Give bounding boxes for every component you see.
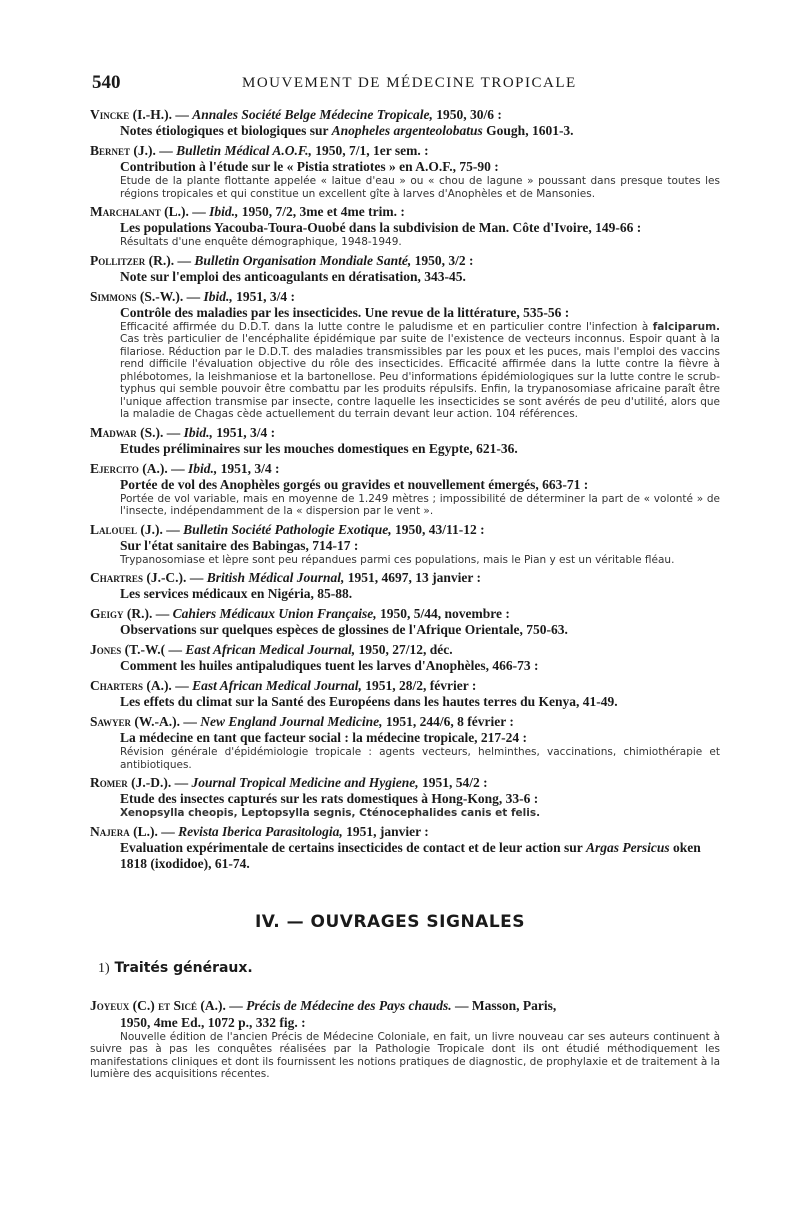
reference-details: 1951, janvier :: [346, 823, 429, 839]
bibliography-entry: [90, 203, 720, 249]
entry-title: Les populations Yacouba-Toura-Ouobé dans la subdivision de Man. Côte d'Ivoire, 149-66 :: [120, 220, 642, 235]
bibliography-entry: [90, 823, 720, 872]
reference-line: Lalouel (J.). — Bulletin Société Pathologie Exotique, 1950, 43/11-12 :: [90, 521, 485, 537]
book-entry: [90, 997, 720, 1081]
entry-abstract: Portée de vol variable, mais en moyenne de 1.249 mètres ; impossibilité de déterminer la part de « volonté » de l'insecte, indépendamment de la « dispersion par le vent ».: [120, 492, 720, 517]
entry-abstract: Etude de la plante flottante appelée « laitue d'eau » ou « chou de lagune » poussant dans presque toutes les régions tropicales et qui constitue un excellent gîte à larves d'Anophèles et de Mansonies.: [120, 175, 720, 200]
reference-details: 1951, 4697, 13 janvier :: [347, 570, 481, 585]
entry-title: Note sur l'emploi des anticoagulants en dératisation, 343-45.: [120, 268, 466, 284]
reference-details: 1951, 3/4 :: [216, 424, 276, 440]
reference-line: Najera (L.). — Revista Iberica Parasitologia, 1951, janvier :: [90, 823, 429, 839]
bibliography-entry: [90, 605, 720, 638]
bibliography-entry: [90, 569, 720, 602]
journal: Ibid.,: [203, 288, 233, 304]
reference-line: Romer (J.-D.). — Journal Tropical Medicine and Hygiene, 1951, 54/2 :: [90, 775, 488, 790]
bibliography-entry: [90, 641, 720, 674]
page-header: [92, 72, 702, 96]
reference-line: Joyeux (C.) et Sicé (A.). — Précis de Médecine des Pays chauds. — Masson, Paris,: [90, 997, 557, 1013]
entry-title: Etude des insectes capturés sur les rats domestiques à Hong-Kong, 33-6 :: [120, 791, 539, 806]
journal: Bulletin Organisation Mondiale Santé,: [194, 252, 412, 268]
bibliography-entry: [90, 774, 720, 820]
entry-title: Contribution à l'étude sur le « Pistia stratiotes » en A.O.F., 75-90 :: [120, 159, 499, 174]
author: Jones (T.-W.(: [90, 642, 166, 657]
bibliography-entry: [90, 288, 720, 421]
journal: Cahiers Médicaux Union Française,: [172, 606, 377, 621]
reference-line: Madwar (S.). — Ibid., 1951, 3/4 :: [90, 424, 276, 440]
abstract-part: Cas très particulier de l'encéphalite épidémique par suite de l'existence de vecteurs inconnus. Espoir quant à la filariose. Réduction par le D.D.T. des maladies transmissibles par les poux et les puces, mais l'emploi des vaccins rend difficile l'évaluation objective du rôle des insecticides. Efficacité affirmée dans la lutte contre la fièvre à phlébotomes, la leishmaniose et la bartonellose. Peu d'informations épidémiologiques sur la lutte contre le scrub-typhus qui semble pouvoir être combattu par les produits répulsifs. Enfin, la trypanosomiase africaine paraît être l'unique affection transmise par insecte, contre laquelle les insecticides se sont avérés de peu d'utilité, alors que la maladie de Chagas cède actuellement du terrain devant leur action. 104 références.: [120, 333, 720, 420]
entry-title: Etudes préliminaires sur les mouches domestiques en Egypte, 621-36.: [120, 440, 518, 456]
entry-title: Observations sur quelques espèces de glossines de l'Afrique Orientale, 750-63.: [120, 622, 568, 637]
reference-details: 1950, 27/12, déc.: [358, 642, 453, 657]
content: [90, 106, 720, 1084]
reference-line: Simmons (S.-W.). — Ibid., 1951, 3/4 :: [90, 288, 296, 304]
entry-title: Contrôle des maladies par les insecticides. Une revue de la littérature, 535-56 :: [120, 304, 570, 320]
section-heading: IV. — OUVRAGES SIGNALES: [254, 911, 526, 932]
entry-title: Sur l'état sanitaire des Babingas, 714-17 :: [120, 537, 359, 553]
book-details: 1950, 4me Ed., 1072 p., 332 fig. :: [120, 1014, 306, 1030]
journal: East African Medical Journal,: [192, 678, 362, 693]
title-part: Evaluation expérimentale de certains insecticides de contact et de leur action sur: [120, 839, 586, 855]
abstract-part: Efficacité affirmée du D.D.T. dans la lutte contre le paludisme et en particulier contre l'infection à: [120, 320, 653, 333]
bibliography-entry: [90, 142, 720, 200]
reference-details: 1951, 3/4 :: [236, 288, 296, 304]
reference-details: 1950, 7/1, 1er sem. :: [315, 143, 429, 158]
reference-line: Charters (A.). — East African Medical Journal, 1951, 28/2, février :: [90, 678, 477, 693]
entry-abstract: [90, 321, 720, 421]
journal: Annales Société Belge Médecine Tropicale,: [192, 107, 433, 122]
subsection-title: Traités généraux.: [114, 959, 253, 976]
entry-abstract: Trypanosomiase et lèpre sont peu répandues parmi ces populations, mais le Pian y est un véritable fléau.: [120, 553, 675, 566]
abstract-emphasis: falciparum.: [652, 320, 720, 333]
reference-details: 1950, 7/2, 3me et 4me trim. :: [241, 204, 405, 219]
journal: Journal Tropical Medicine and Hygiene,: [191, 775, 419, 790]
reference-line: Vincke (I.-H.). — Annales Société Belge Médecine Tropicale, 1950, 30/6 :: [90, 107, 502, 122]
reference-details: 1951, 3/4 :: [220, 460, 280, 476]
reference-details: 1951, 28/2, février :: [365, 678, 477, 693]
entry-title: Comment les huiles antipaludiques tuent les larves d'Anophèles, 466-73 :: [120, 658, 539, 673]
bibliography-entry: [90, 677, 720, 710]
title-part: oken 1818 (ixodidoe), 61-74.: [120, 839, 701, 871]
entry-abstract: Résultats d'une enquête démographique, 1948-1949.: [120, 236, 402, 248]
subsection-heading: [98, 960, 720, 977]
bibliography-entry: [90, 424, 720, 457]
book-abstract: Nouvelle édition de l'ancien Précis de Médecine Coloniale, en fait, un livre nouveau car ses auteurs continuent à suivre pas à pas les conquêtes réalisées par la Pathologie Tropicale dont ils ont étudié méthodiquement les manifestations cliniques et dont ils fournissent les notions pratiques de diagnostic, de prophylaxie et de traitement à la lumière des acquisitions récentes.: [90, 1030, 720, 1080]
species-name: Anopheles argenteolobatus: [331, 123, 483, 138]
bibliography-entry: [90, 713, 720, 771]
author: Marchalant (L.).: [90, 204, 189, 219]
reference-line: Sawyer (W.-A.). — New England Journal Medicine, 1951, 244/6, 8 février :: [90, 714, 514, 729]
subsection-number: 1): [98, 960, 110, 976]
bibliography-entry: [90, 521, 720, 567]
reference-line: Jones (T.-W.( — East African Medical Journal, 1950, 27/12, déc.: [90, 642, 453, 657]
author: Madwar (S.).: [90, 424, 164, 440]
journal: Ibid.,: [183, 424, 213, 440]
book-title: Précis de Médecine des Pays chauds.: [246, 997, 452, 1013]
entry-title: Portée de vol des Anophèles gorgés ou gravides et nouvellement émergés, 663-71 :: [120, 476, 589, 492]
bibliography-entry: [90, 460, 720, 518]
entry-title: Les effets du climat sur la Santé des Européens dans les hautes terres du Kenya, 41-49.: [120, 694, 618, 709]
reference-details: 1951, 54/2 :: [421, 775, 488, 790]
author: Chartres (J.-C.).: [90, 570, 187, 585]
bibliography-entry: [90, 106, 720, 139]
reference-details: 1951, 244/6, 8 février :: [385, 714, 514, 729]
author: Najera (L.).: [90, 823, 158, 839]
entry-title: La médecine en tant que facteur social : la médecine tropicale, 217-24 :: [120, 730, 528, 745]
publisher: — Masson, Paris,: [454, 997, 557, 1013]
author: Pollitzer (R.).: [90, 252, 175, 268]
reference-details: 1950, 30/6 :: [436, 107, 502, 122]
title-part: Gough, 1601-3.: [482, 123, 574, 138]
page-number: 540: [92, 72, 121, 93]
entry-abstract: Xenopsylla cheopis, Leptopsylla segnis, Cténocephalides canis et felis.: [120, 807, 541, 819]
running-head: MOUVEMENT DE MÉDECINE TROPICALE: [242, 75, 577, 91]
reference-line: Chartres (J.-C.). — British Médical Journal, 1951, 4697, 13 janvier :: [90, 570, 481, 585]
author: Bernet (J.).: [90, 143, 156, 158]
author: Joyeux (C.) et Sicé (A.).: [90, 997, 226, 1013]
author: Charters (A.).: [90, 678, 172, 693]
journal: British Médical Journal,: [206, 570, 345, 585]
species-name: Argas Persicus: [585, 839, 670, 855]
journal: Ibid.,: [209, 204, 239, 219]
author: Sawyer (W.-A.).: [90, 714, 181, 729]
author: Simmons (S.-W.).: [90, 288, 184, 304]
author: Romer (J.-D.).: [90, 775, 172, 790]
journal: Revista Iberica Parasitologia,: [178, 823, 343, 839]
reference-line: Marchalant (L.). — Ibid., 1950, 7/2, 3me et 4me trim. :: [90, 204, 405, 219]
author: Geigy (R.).: [90, 606, 153, 621]
reference-line: Geigy (R.). — Cahiers Médicaux Union Française, 1950, 5/44, novembre :: [90, 606, 510, 621]
entry-title: [90, 123, 720, 139]
journal: New England Journal Medicine,: [200, 714, 383, 729]
title-part: Notes étiologiques et biologiques sur: [120, 123, 332, 138]
entry-title: Les services médicaux en Nigéria, 85-88.: [120, 586, 353, 601]
entry-abstract: Révision générale d'épidémiologie tropicale : agents vecteurs, helminthes, vaccinations, chimiothérapie et antibiotiques.: [120, 746, 720, 771]
reference-line: Pollitzer (R.). — Bulletin Organisation Mondiale Santé, 1950, 3/2 :: [90, 252, 474, 268]
author: Ejercito (A.).: [90, 460, 168, 476]
author: Lalouel (J.).: [90, 521, 163, 537]
author: Vincke (I.-H.).: [90, 107, 172, 122]
journal: Bulletin Société Pathologie Exotique,: [183, 521, 392, 537]
reference-details: 1950, 3/2 :: [414, 252, 474, 268]
reference-line: Bernet (J.). — Bulletin Médical A.O.F., 1950, 7/1, 1er sem. :: [90, 143, 429, 158]
journal: Bulletin Médical A.O.F.,: [176, 143, 312, 158]
journal: East African Medical Journal,: [185, 642, 356, 657]
entry-title: [90, 840, 720, 872]
reference-line: Ejercito (A.). — Ibid., 1951, 3/4 :: [90, 460, 280, 476]
journal: Ibid.,: [187, 460, 218, 476]
reference-details: 1950, 43/11-12 :: [395, 521, 485, 537]
reference-details: 1950, 5/44, novembre :: [380, 606, 510, 621]
bibliography-entry: [90, 252, 720, 285]
